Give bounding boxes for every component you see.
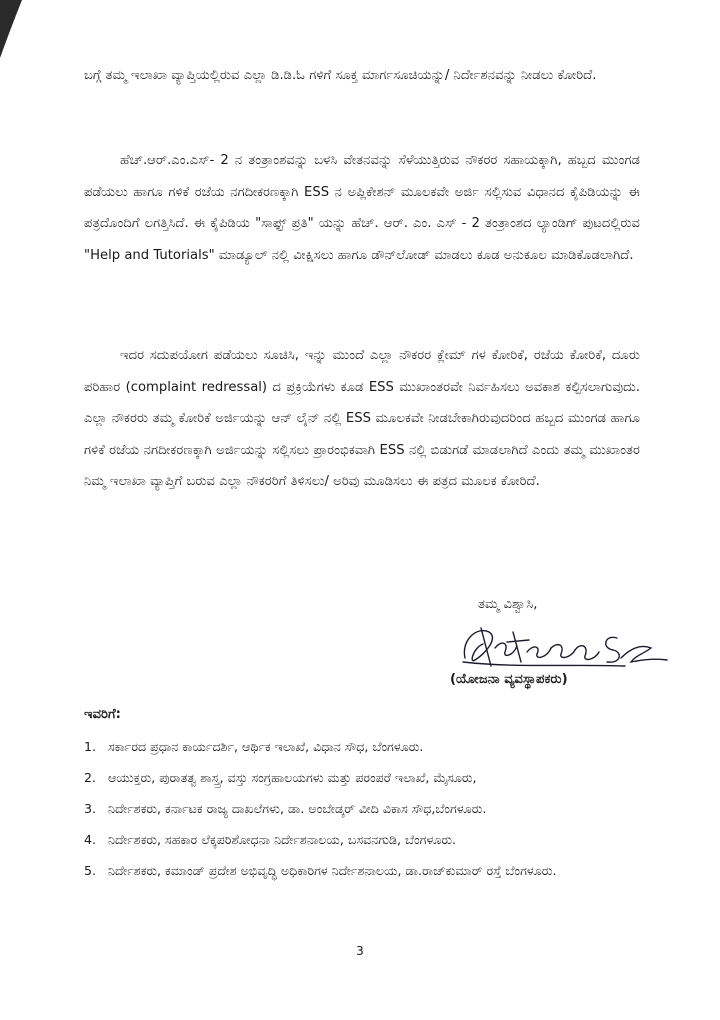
list-item-text: ನಿರ್ದೇಶಕರು, ಕರ್ನಾಟಕ ರಾಜ್ಯ ದಾಖಲೆಗಳು, ಡಾ. ಅಂಬೇಡ್ಕರ್ ವೀದಿ ವಿಕಾಸ ಸೌಧ,ಬೆಂಗಳೂರು.: [108, 801, 487, 816]
handwritten-signature: [455, 618, 675, 674]
list-item: [84, 762, 640, 793]
list-item: [84, 855, 640, 886]
recipients-list: [84, 731, 640, 886]
recipients-heading: ಇವರಿಗೆ:: [84, 707, 121, 722]
list-item-text: ನಿರ್ದೇಶಕರು, ಸಹಕಾರ ಲೆಕ್ಕಪರಿಶೋಧನಾ ನಿರ್ದೇಶನಾಲಯ, ಬಸವನಗುಡಿ, ಬೆಂಗಳೂರು.: [108, 832, 457, 847]
closing-salutation: ತಮ್ಮ ವಿಶ್ವಾಸಿ,: [478, 597, 538, 612]
list-item-text: ಆಯುಕ್ತರು, ಪುರಾತತ್ವ ಶಾಸ್ತ್ರ, ವಸ್ತು ಸಂಗ್ರಹಾಲಯಗಳು ಮತ್ತು ಪರಂಪರೆ ಇಲಾಖೆ, ಮೈಸೂರು,: [108, 770, 477, 785]
paragraph-1: ಬಗ್ಗೆ ತಮ್ಮ ಇಲಾಖಾ ವ್ಯಾಪ್ತಿಯಲ್ಲಿರುವ ಎಲ್ಲಾ ಡಿ.ಡಿ.ಓ ಗಳಿಗೆ ಸೂಕ್ತ ಮಾರ್ಗಸೂಚಿಯನ್ನು/ ನಿರ್ದೇಶನವನ್ನು ನೀಡಲು ಕೋರಿದೆ.: [84, 68, 597, 83]
paragraph-3: [84, 340, 640, 498]
list-item-number: 5.: [84, 863, 97, 878]
list-item: [84, 824, 640, 855]
list-item-text: ಸರ್ಕಾರದ ಪ್ರಧಾನ ಕಾರ್ಯದರ್ಶಿ, ಆರ್ಥಿಕ ಇಲಾಖೆ, ವಿಧಾನ ಸೌಧ, ಬೆಂಗಳೂರು.: [108, 739, 424, 754]
signatory-designation: (ಯೋಜನಾ ವ್ಯವಸ್ಥಾಪಕರು): [450, 672, 568, 687]
paragraph-2-text: ಹೆಚ್.ಆರ್.ಎಂ.ಎಸ್- 2 ನ ತಂತ್ರಾಂಶವನ್ನು ಬಳಸಿ ವೇತನವನ್ನು ಸೆಳೆಯುತ್ತಿರುವ ನೌಕರರ ಸಹಾಯಕ್ಕಾಗಿ, ಹಬ್ಬದ ಮುಂಗಡ ಪಡೆಯಲು ಹಾಗೂ ಗಳಿಕೆ ರಜೆಯ ನಗದೀಕರಣಕ್ಕಾಗಿ ESS ನ ಅಪ್ಲಿಕೇಶನ್ ಮೂಲಕವೇ ಅರ್ಜಿ ಸಲ್ಲಿಸುವ ವಿಧಾನದ ಕೈಪಿಡಿಯನ್ನು ಈ ಪತ್ರದೊಂದಿಗೆ ಲಗತ್ತಿಸಿದೆ. ಈ ಕೈಪಿಡಿಯ "ಸಾಫ್ಟ್ ಪ್ರತಿ" ಯನ್ನು ಹೆಚ್. ಆರ್. ಎಂ. ಎಸ್ - 2 ತಂತ್ರಾಂಶದ ಲ್ಯಾಂಡಿಗ್ ಪುಟದಲ್ಲಿರುವ "Help and Tutorials" ಮಾಡ್ಯೂಲ್ ನಲ್ಲಿ ವೀಕ್ಷಿಸಲು ಹಾಗೂ ಡೌನ್‌ಲೋಡ್ ಮಾಡಲು ಕೂಡ ಅನುಕೂಲ ಮಾಡಿಕೊಡಲಾಗಿದೆ.: [84, 153, 640, 263]
list-item-text: ನಿರ್ದೇಶಕರು, ಕಮಾಂಡ್ ಪ್ರದೇಶ ಅಭಿವೃದ್ಧಿ ಅಧಿಕಾರಿಗಳ ನಿರ್ದೇಶನಾಲಯ, ಡಾ.ರಾಜ್‌ಕುಮಾರ್ ರಸ್ತೆ ಬೆಂಗಳೂರು.: [108, 863, 557, 878]
list-item: [84, 731, 640, 762]
list-item-number: 4.: [84, 832, 97, 847]
list-item-number: 2.: [84, 770, 97, 785]
list-item-number: 1.: [84, 739, 97, 754]
scan-edge-shadow: [0, 0, 30, 60]
paragraph-2: [84, 145, 640, 271]
page-number: 3: [356, 944, 364, 958]
list-item: [84, 793, 640, 824]
paragraph-3-text: ಇದರ ಸದುಪಯೋಗ ಪಡೆಯಲು ಸೂಚಿಸಿ, ಇನ್ನು ಮುಂದೆ ಎಲ್ಲಾ ನೌಕರರ ಕ್ಲೇಮ್ ಗಳ ಕೋರಿಕೆ, ರಜೆಯ ಕೋರಿಕೆ, ದೂರು ಪರಿಹಾರ (complaint redressal) ದ ಪ್ರಕ್ರಿಯೆಗಳು ಕೂಡ ESS ಮುಖಾಂತರವೇ ನಿರ್ವಹಿಸಲು ಅವಕಾಶ ಕಲ್ಪಿಸಲಾಗುವುದು. ಎಲ್ಲಾ ನೌಕರರು ತಮ್ಮ ಕೋರಿಕೆ ಅರ್ಜಿಯನ್ನು ಆನ್ ಲೈನ್ ನಲ್ಲಿ ESS ಮೂಲಕವೇ ನೀಡಬೇಕಾಗಿರುವುದರಿಂದ ಹಬ್ಬದ ಮುಂಗಡ ಹಾಗೂ ಗಳಿಕೆ ರಜೆಯ ನಗದೀಕರಣಕ್ಕಾಗಿ ಅರ್ಜಿಯನ್ನು ಸಲ್ಲಿಸಲು ಪ್ರಾರಂಭಿಕವಾಗಿ ESS ನಲ್ಲಿ ಬಿಡುಗಡೆ ಮಾಡಲಾಗಿದೆ ಎಂದು ತಮ್ಮ ಮುಖಾಂತರ ನಿಮ್ಮ ಇಲಾಖಾ ವ್ಯಾಪ್ತಿಗೆ ಬರುವ ಎಲ್ಲಾ ನೌಕರರಿಗೆ ತಿಳಿಸಲು/ ಅರಿವು ಮೂಡಿಸಲು ಈ ಪತ್ರದ ಮೂಲಕ ಕೋರಿದೆ.: [84, 348, 640, 489]
list-item-number: 3.: [84, 801, 97, 816]
